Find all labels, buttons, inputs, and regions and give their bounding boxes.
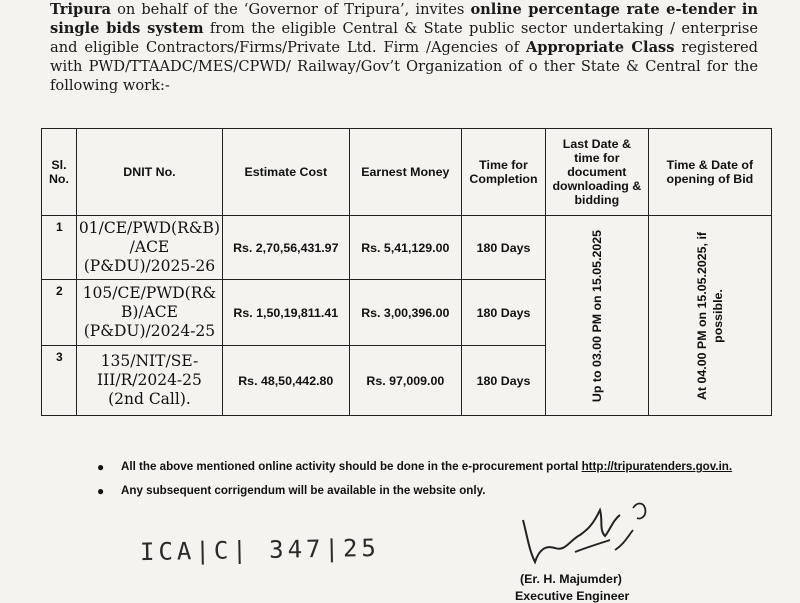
- row-sl-no: 3: [42, 346, 77, 416]
- row-estimate-cost: Rs. 2,70,56,431.97: [223, 216, 350, 280]
- last-date-value: Up to 03.00 PM on 15.05.2025: [589, 229, 604, 402]
- bullet-icon: ●: [97, 460, 105, 474]
- signature-icon: [515, 490, 665, 575]
- header-time-for-completion: Time for Completion: [462, 129, 546, 216]
- opening-date-value: At 04.00 PM on 15.05.2025, if possible.: [694, 231, 725, 400]
- intro-paragraph: [50, 0, 758, 95]
- row-dnit-no: 01/CE/PWD(R&B) /ACE (P&DU)/2025-26: [76, 216, 222, 280]
- list-item: [97, 460, 777, 474]
- header-sl-no: Sl. No.: [42, 129, 77, 216]
- tender-type: online percentage rate e-tender in single bids system: [50, 1, 758, 37]
- intro-text-1: on behalf of the ‘Governor of Tripura’, invites: [111, 1, 471, 18]
- list-item: [97, 484, 777, 498]
- row-earnest-money: Rs. 97,009.00: [349, 346, 462, 416]
- row-sl-no: 1: [42, 216, 77, 280]
- notes-list: [97, 460, 777, 508]
- table-header-row: [42, 129, 772, 216]
- header-opening-date: Time & Date of opening of Bid: [648, 129, 771, 216]
- row-dnit-no: 105/CE/PWD(R& B)/ACE (P&DU)/2024-25: [76, 280, 222, 346]
- intro-text-3: registered with PWD/TTAADC/MES/CPWD/ Railway/Gov’t Organization of o ther State & Central for the following work:-: [50, 39, 758, 94]
- row-dnit-no: 135/NIT/SE- III/R/2024-25 (2nd Call).: [76, 346, 222, 416]
- opening-date-cell: [648, 216, 771, 416]
- row-earnest-money: Rs. 3,00,396.00: [349, 280, 462, 346]
- contractor-class: Appropriate Class: [525, 39, 675, 56]
- row-completion-time: 180 Days: [462, 280, 546, 346]
- row-estimate-cost: Rs. 48,50,442.80: [223, 346, 350, 416]
- header-last-date: Last Date & time for document downloading & bidding: [545, 129, 648, 216]
- authority-name: Tripura: [50, 1, 111, 18]
- portal-link[interactable]: http://tripuratenders.gov.in.: [581, 460, 733, 473]
- tender-table: [41, 128, 772, 416]
- row-completion-time: 180 Days: [462, 346, 546, 416]
- row-completion-time: 180 Days: [462, 216, 546, 280]
- bullet-icon: ●: [97, 484, 105, 498]
- header-estimate-cost: Estimate Cost: [223, 129, 350, 216]
- intro-text-2: from the eligible Central & State public sector undertaking / enterprise and eligible Contractors/Firms/Private Ltd. Firm /Agencies of: [50, 20, 758, 56]
- row-estimate-cost: Rs. 1,50,19,811.41: [223, 280, 350, 346]
- note-text: All the above mentioned online activity should be done in the e-procurement portal: [121, 460, 582, 473]
- header-earnest-money: Earnest Money: [349, 129, 462, 216]
- table-row: [42, 216, 772, 280]
- last-date-cell: [545, 216, 648, 416]
- row-sl-no: 2: [42, 280, 77, 346]
- handwritten-reference: ICA|C| 347|25: [139, 533, 381, 567]
- header-dnit-no: DNIT No.: [76, 129, 222, 216]
- signer-name: (Er. H. Majumder): [520, 572, 622, 586]
- signer-designation: Executive Engineer: [515, 589, 630, 603]
- row-earnest-money: Rs. 5,41,129.00: [349, 216, 462, 280]
- note-text: Any subsequent corrigendum will be available in the website only.: [121, 484, 486, 497]
